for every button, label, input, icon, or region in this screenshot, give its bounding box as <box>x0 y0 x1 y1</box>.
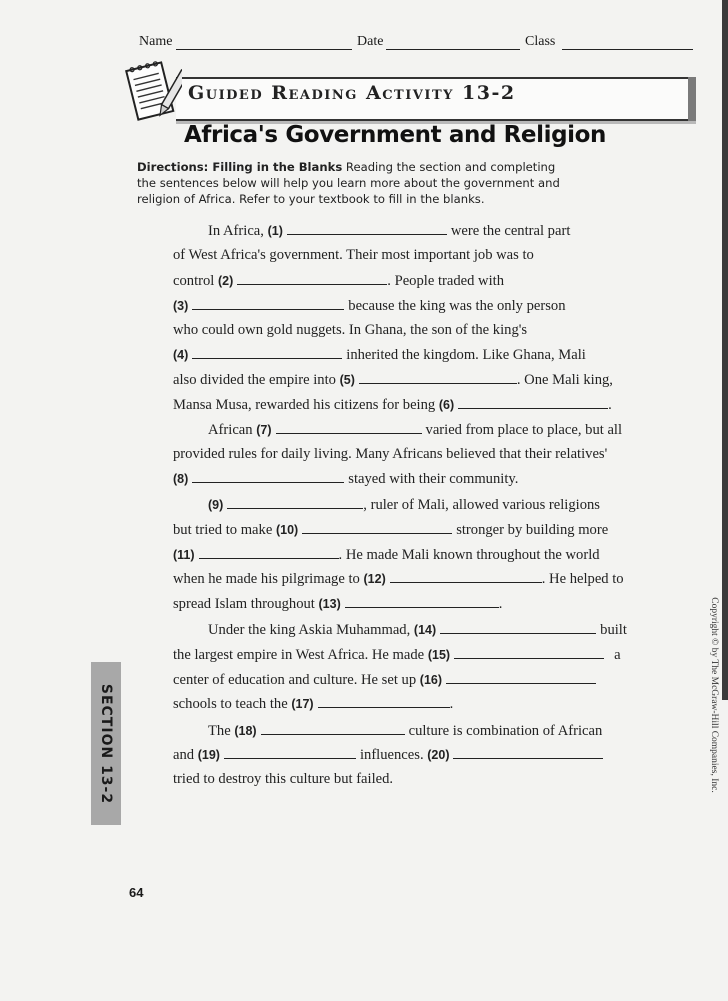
blank-number: (18) <box>234 724 257 738</box>
name-field[interactable] <box>176 49 352 50</box>
passage-text: , ruler of Mali, allowed various religions <box>363 497 600 513</box>
blank-9[interactable] <box>227 496 363 509</box>
passage-text: but tried to make <box>173 522 273 538</box>
blank-number: (17) <box>291 697 314 711</box>
date-field[interactable] <box>386 49 520 50</box>
passage-line <box>208 496 600 516</box>
passage-line <box>173 371 613 391</box>
passage-text: were the central part <box>450 223 571 239</box>
blank-19[interactable] <box>224 746 356 759</box>
blank-8[interactable] <box>192 470 344 483</box>
passage-text: In Africa, <box>208 223 264 239</box>
banner-end-cap <box>688 77 696 121</box>
passage-line <box>173 595 502 615</box>
passage-line <box>173 646 621 666</box>
passage-line <box>173 521 608 541</box>
passage-text: varied from place to place, but all <box>425 422 623 438</box>
blank-number: (3) <box>173 299 189 313</box>
directions-text-1: Reading the section and completing <box>345 160 556 174</box>
passage-text: who could own gold nuggets. In Ghana, the son of the king's <box>173 322 528 338</box>
blank-number: (8) <box>173 472 189 486</box>
passage-text: . People traded with <box>387 273 505 289</box>
blank-17[interactable] <box>318 695 450 708</box>
blank-13[interactable] <box>345 595 499 608</box>
passage-text: provided rules for daily living. Many Africans believed that their relatives' <box>173 446 608 462</box>
passage-line <box>173 396 612 416</box>
notebook-pencil-icon <box>120 58 182 126</box>
blank-number: (2) <box>218 274 234 288</box>
page-number: 64 <box>129 885 144 900</box>
blank-number: (15) <box>427 648 451 662</box>
blank-10[interactable] <box>302 521 452 534</box>
class-label: Class <box>525 34 556 49</box>
passage-line <box>208 621 627 641</box>
passage-line <box>208 222 570 242</box>
passage-line <box>173 570 624 590</box>
passage-text: . He made Mali known throughout the world <box>338 547 600 563</box>
passage-text: culture is combination of African <box>408 723 603 739</box>
page-edge-shadow <box>722 0 728 700</box>
blank-number: (7) <box>256 423 272 437</box>
blank-12[interactable] <box>390 570 542 583</box>
blank-11[interactable] <box>199 546 339 559</box>
banner-title: Guided Reading Activity 13-2 <box>188 82 516 104</box>
directions-label: Directions: Filling in the Blanks <box>137 160 343 174</box>
blank-2[interactable] <box>237 272 387 285</box>
blank-1[interactable] <box>287 222 447 235</box>
blank-number: (5) <box>339 373 355 387</box>
blank-number: (12) <box>363 572 386 586</box>
class-field[interactable] <box>562 49 693 50</box>
blank-number: (1) <box>267 224 283 238</box>
passage-text: . <box>449 696 454 712</box>
passage-text: a <box>614 647 621 663</box>
passage-line <box>173 746 607 766</box>
passage-line <box>173 771 393 791</box>
passage-text: stronger by building more <box>456 522 609 538</box>
passage-line <box>173 671 600 691</box>
passage-text: . One Mali king, <box>516 372 613 388</box>
passage-text: . <box>498 596 503 612</box>
passage-text: the largest empire in West Africa. He made <box>173 647 425 663</box>
passage-text: schools to teach the <box>173 696 288 712</box>
blank-number: (20) <box>427 748 450 762</box>
passage-line <box>173 470 518 490</box>
blank-6[interactable] <box>458 396 608 409</box>
passage-text: built <box>600 622 627 638</box>
directions-text-2: the sentences below will help you learn more about the government and <box>137 176 560 190</box>
blank-number: (6) <box>438 398 455 412</box>
passage-line <box>173 446 607 466</box>
passage-line <box>173 695 453 715</box>
blank-number: (14) <box>413 623 437 637</box>
blank-number: (13) <box>318 597 341 611</box>
passage-line <box>173 297 566 317</box>
passage-line <box>173 272 504 292</box>
passage-line <box>208 421 622 441</box>
blank-7[interactable] <box>276 421 422 434</box>
section-tab-label: SECTION 13-2 <box>98 683 114 805</box>
blank-15[interactable] <box>454 646 604 659</box>
passage-text: when he made his pilgrimage to <box>173 571 360 587</box>
date-label: Date <box>357 34 384 49</box>
passage-text: Under the king Askia Muhammad, <box>208 622 411 638</box>
passage-text: tried to destroy this culture but failed. <box>173 771 394 787</box>
header-fields <box>0 34 728 54</box>
blank-number: (10) <box>275 523 299 537</box>
passage-line <box>173 346 586 366</box>
directions <box>137 159 577 207</box>
blank-20[interactable] <box>453 746 603 759</box>
name-label: Name <box>139 34 173 49</box>
passage-text: stayed with their community. <box>348 471 519 487</box>
passage-text: Mansa Musa, rewarded his citizens for being <box>173 397 436 413</box>
blank-number: (16) <box>419 673 443 687</box>
blank-14[interactable] <box>440 621 596 634</box>
passage-text: The <box>208 723 231 739</box>
passage-text: spread Islam throughout <box>173 596 315 612</box>
passage-text: . He helped to <box>541 571 624 587</box>
page-title: Africa's Government and Religion <box>184 122 607 148</box>
passage-line <box>173 546 600 566</box>
passage-text: because the king was the only person <box>348 298 566 314</box>
blank-number: (19) <box>197 748 220 762</box>
blank-4[interactable] <box>192 346 342 359</box>
passage-line <box>208 722 602 742</box>
blank-3[interactable] <box>192 297 344 310</box>
blank-number: (11) <box>173 548 195 562</box>
passage-text: . <box>608 397 612 413</box>
passage-text: inherited the kingdom. Like Ghana, Mali <box>346 347 586 363</box>
blank-18[interactable] <box>261 722 405 735</box>
passage-line <box>173 322 527 342</box>
passage-text: control <box>173 273 215 289</box>
passage-text: and <box>173 747 195 763</box>
passage-text: influences. <box>359 747 424 763</box>
passage-text: also divided the empire into <box>173 372 336 388</box>
passage-text: of West Africa's government. Their most important job was to <box>173 247 534 263</box>
passage-text: center of education and culture. He set up <box>173 672 417 688</box>
passage-line <box>173 247 534 267</box>
blank-number: (4) <box>173 348 189 362</box>
blank-5[interactable] <box>359 371 517 384</box>
blank-16[interactable] <box>446 671 596 684</box>
directions-text-3: religion of Africa. Refer to your textbook to fill in the blanks. <box>137 192 485 206</box>
blank-number: (9) <box>208 498 224 512</box>
copyright-notice: Copyright © by The McGraw-Hill Companies, Inc. <box>709 597 719 793</box>
passage-text: African <box>208 422 253 438</box>
